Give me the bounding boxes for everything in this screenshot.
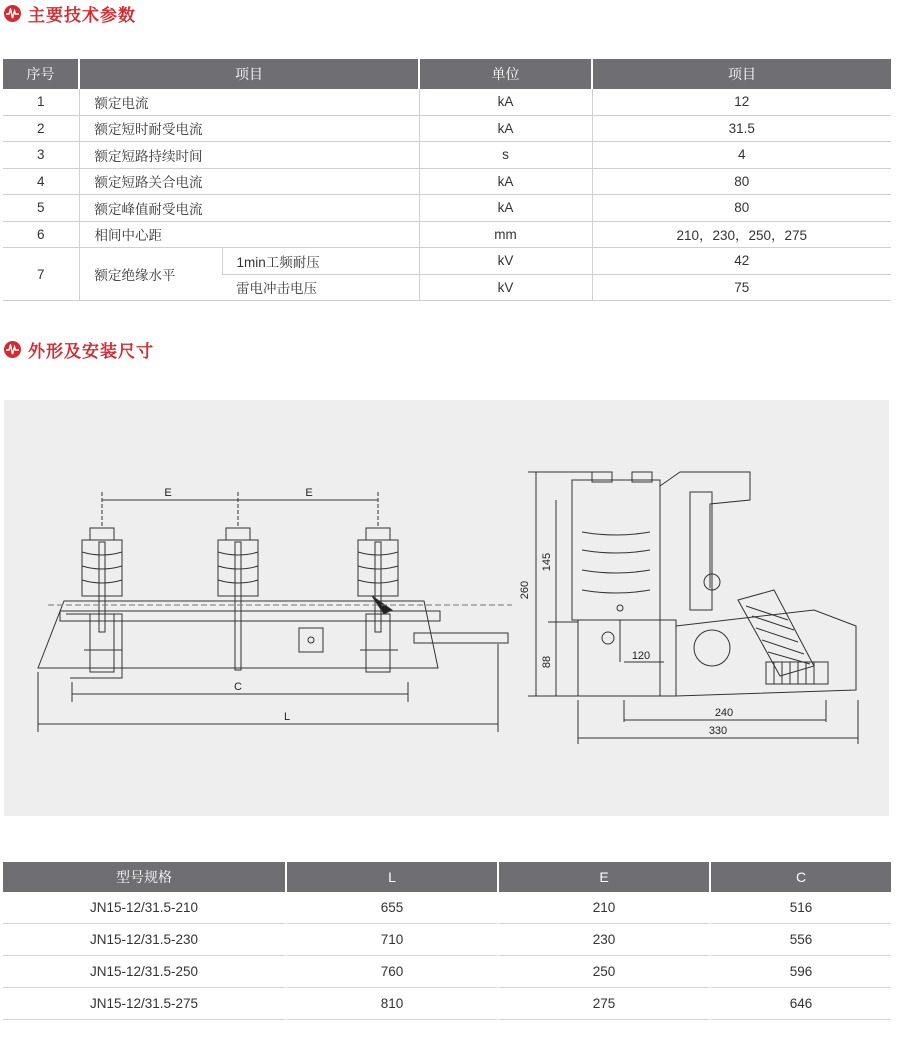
cell-value: 75 (592, 274, 891, 301)
cell-value: 4 (592, 142, 891, 169)
cell-unit: kA (419, 115, 592, 142)
cell-item: 额定短时耐受电流 (79, 115, 419, 142)
dim-label-88: 88 (541, 655, 553, 669)
technical-drawing (4, 400, 889, 816)
cell-model: JN15-12/31.5-210 (3, 892, 286, 924)
table-row (3, 195, 891, 222)
cell-no: 6 (3, 221, 79, 248)
cell-e: 230 (498, 924, 710, 956)
side-view (528, 472, 858, 744)
cell-no: 1 (3, 89, 79, 115)
header-item: 项目 (79, 59, 419, 89)
cell-value: 80 (592, 195, 891, 222)
dim-label-c: C (234, 681, 242, 693)
cell-value: 42 (592, 248, 891, 275)
cell-unit: s (419, 142, 592, 169)
cell-unit: mm (419, 221, 592, 248)
section-title-dimensions (4, 337, 154, 361)
cell-no: 5 (3, 195, 79, 222)
table-row (3, 142, 891, 169)
cell-e: 210 (498, 892, 710, 924)
table-row (3, 892, 891, 924)
header-unit: 单位 (419, 59, 592, 89)
dimension-table-header (3, 862, 891, 892)
cell-value: 80 (592, 168, 891, 195)
cell-no: 4 (3, 168, 79, 195)
operating-handle (414, 633, 508, 643)
cell-unit: kA (419, 195, 592, 222)
cell-item: 额定绝缘水平 (79, 248, 222, 301)
cell-unit: kA (419, 168, 592, 195)
cell-subitem: 雷电冲击电压 (222, 274, 419, 301)
dim-label-e2: E (305, 487, 313, 499)
table-row (3, 956, 891, 988)
cell-no: 3 (3, 142, 79, 169)
cell-l: 655 (286, 892, 498, 924)
cell-item: 额定短路关合电流 (79, 168, 419, 195)
table-row (3, 988, 891, 1020)
cell-item: 额定短路持续时间 (79, 142, 419, 169)
cell-value: 12 (592, 89, 891, 115)
cell-no: 7 (3, 248, 79, 301)
cell-item: 相间中心距 (79, 221, 419, 248)
header-l: L (286, 862, 498, 892)
cell-item: 额定峰值耐受电流 (79, 195, 419, 222)
dim-label-260: 260 (519, 580, 531, 600)
waveform-icon (4, 341, 21, 358)
cell-value: 210，230，250，275 (592, 221, 891, 248)
cell-c: 646 (710, 988, 891, 1020)
header-c: C (710, 862, 891, 892)
insulator-2 (218, 528, 258, 670)
cell-subitem: 1min工频耐压 (222, 248, 419, 275)
cell-unit: kV (419, 274, 592, 301)
spec-table (3, 59, 891, 301)
header-model: 型号规格 (3, 862, 286, 892)
header-value: 项目 (592, 59, 891, 89)
table-row (3, 115, 891, 142)
dim-label-330: 330 (708, 725, 728, 737)
table-row (3, 221, 891, 248)
table-row (3, 168, 891, 195)
dimension-table (3, 862, 891, 1020)
cell-model: JN15-12/31.5-250 (3, 956, 286, 988)
table-row (3, 248, 891, 275)
cell-item: 额定电流 (79, 89, 419, 115)
dim-label-l: L (283, 711, 291, 723)
cell-unit: kV (419, 248, 592, 275)
dim-label-240: 240 (714, 707, 734, 719)
section-title-text: 主要技术参数 (28, 5, 136, 25)
cell-model: JN15-12/31.5-275 (3, 988, 286, 1020)
spec-table-header (3, 59, 891, 89)
cell-value: 31.5 (592, 115, 891, 142)
header-e: E (498, 862, 710, 892)
cell-unit: kA (419, 89, 592, 115)
cell-e: 275 (498, 988, 710, 1020)
cell-no: 2 (3, 115, 79, 142)
insulator-1 (82, 528, 122, 672)
cell-c: 516 (710, 892, 891, 924)
section-title-text: 外形及安装尺寸 (28, 341, 154, 361)
dim-label-145: 145 (541, 552, 553, 572)
outline-drawing (4, 400, 889, 816)
header-no: 序号 (3, 59, 79, 89)
table-row (3, 89, 891, 115)
cell-l: 760 (286, 956, 498, 988)
table-row (3, 924, 891, 956)
section-title-specs (4, 1, 136, 25)
cell-c: 556 (710, 924, 891, 956)
dim-label-e1: E (164, 487, 172, 499)
cell-e: 250 (498, 956, 710, 988)
waveform-icon (4, 5, 21, 22)
cell-l: 810 (286, 988, 498, 1020)
cell-l: 710 (286, 924, 498, 956)
cell-c: 596 (710, 956, 891, 988)
cell-model: JN15-12/31.5-230 (3, 924, 286, 956)
dim-label-120: 120 (631, 650, 651, 662)
